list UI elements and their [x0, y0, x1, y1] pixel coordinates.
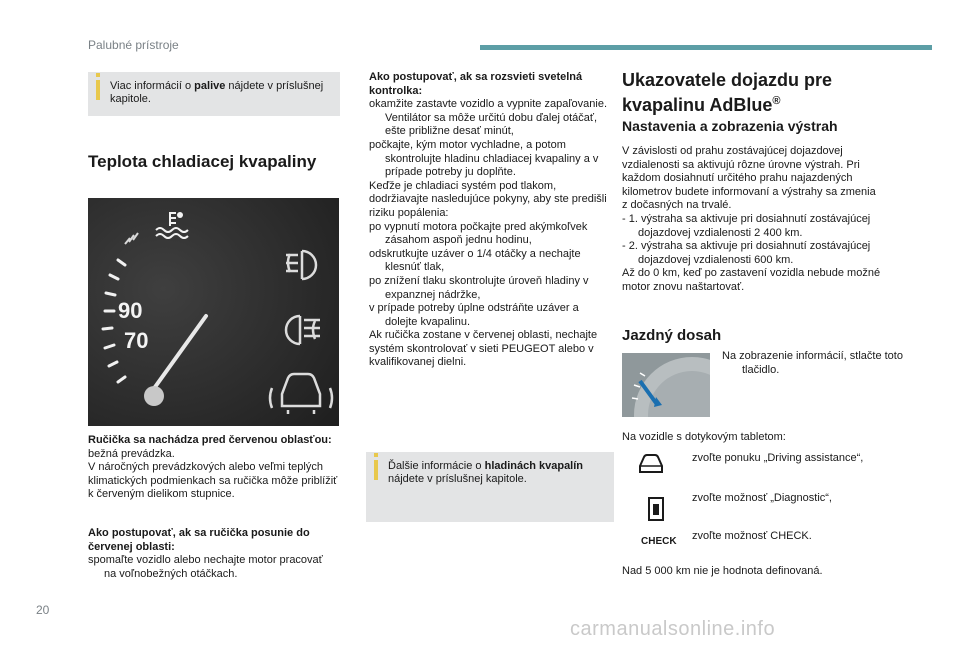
info-icon	[374, 453, 378, 457]
bullet-item: okamžite zastavte vozidlo a vypnite zapaľovanie. Ventilátor sa môže určitú dobu ďalej otáčať, ešte približne desať minút,	[369, 98, 608, 138]
adblue-warnings-text: V závislosti od prahu zostávajúcej dojazdovej vzdialenosti sa aktivujú rôzne úrovne výstrah. Pri každom dosiahnutí určitého prahu najazdených kilometrov budete informovaní a výstrahy sa zmenia z dočasných na trvalé. - 1. výstraha sa aktivuje pri dosiahnutí zostávajúcej dojazdovej vzdialenosti 2 400 km. - 2. výstraha sa aktivuje pri dosiahnutí zostávajúcej dojazdovej vzdialenosti 600 km. Až do 0 km, keď po zastavení vozidla nebude možné motor znovu naštartovať.	[622, 145, 884, 295]
coolant-title: Teplota chladiacej kvapaliny	[88, 152, 317, 171]
gauge-label-90: 90	[118, 298, 143, 323]
info-icon-bar	[96, 80, 100, 100]
bullet-item: odskrutkujte uzáver o 1/4 otáčky a nechajte klesnúť tlak,	[369, 247, 581, 274]
range-button-image	[622, 353, 710, 417]
tablet-intro: Na vozidle s dotykovým tabletom:	[622, 431, 786, 443]
gauge-svg	[88, 198, 339, 426]
info-text: Ďalšie informácie o hladinách kvapalín nájdete v príslušnej kapitole.	[388, 460, 584, 485]
driving-assistance-icon	[636, 452, 666, 481]
info-box-fuel	[88, 72, 340, 116]
info-box-fluids	[366, 452, 614, 522]
bullet-item: počkajte, kým motor vychladne, a potom skontrolujte hladinu chladiacej kvapaliny a v prípade potreby ju doplňte.	[369, 138, 599, 179]
coolant-gauge-image	[88, 198, 339, 426]
dash-item: - 1. výstraha sa aktivuje pri dosiahnutí zostávajúcej dojazdovej vzdialenosti 2 400 km.	[622, 212, 871, 239]
step-check: zvoľte možnosť CHECK.	[692, 530, 812, 542]
warning-light-section: Ako postupovať, ak sa rozsvieti svetelná kontrolka: okamžite zastavte vozidlo a vypnite zapaľovanie. Ventilátor sa môže určitú dobu ďalej otáčať, ešte približne desať minút, počkajte, kým motor vychladne, a potom skontrolujte hladinu chladiacej kvapaliny a v prípade potreby ju doplňte. Keďže je chladiaci systém pod tlakom, dodržiavajte nasledujúce pokyny, aby ste predišli riziku popálenia: po vypnutí motora počkajte pred akýmkoľvek zásahom aspoň jednu hodinu, odskrutkujte uzáver o 1/4 otáčky a nechajte klesnúť tlak, po znížení tlaku skontrolujte úroveň hladiny v expanznej nádržke, v prípade potreby úplne odstráňte uzáver a dolejte kvapalinu. Ak ručička zostane v červenej oblasti, nechajte systém skontrolovať v sieti PEUGEOT alebo v kvalifikovanej dielni.	[369, 71, 608, 369]
pressure-note: Keďže je chladiaci systém pod tlakom, dodržiavajte nasledujúce pokyny, aby ste predišli riziku popálenia:	[369, 179, 607, 219]
needle-normal-text: Ručička sa nachádza pred červenou oblasťou: bežná prevádzka. V náročných prevádzkových alebo veľmi teplých klimatických podmienkach sa ručička môže priblížiť k červeným dielikom stupnice.	[88, 434, 338, 501]
page-number: 20	[36, 603, 50, 617]
bullet-item: po znížení tlaku skontrolujte úroveň hladiny v expanznej nádržke,	[369, 274, 589, 301]
step-driving-assistance: zvoľte ponuku „Driving assistance“,	[692, 452, 864, 464]
step-diagnostic: zvoľte možnosť „Diagnostic“,	[692, 492, 832, 504]
red-zone-note: Ak ručička zostane v červenej oblasti, nechajte systém skontrolovať v sieti PEUGEOT alebo v kvalifikovanej dielni.	[369, 329, 598, 369]
range-button-text: Na zobrazenie informácií, stlačte toto tlačidlo.	[722, 350, 903, 376]
check-label: CHECK	[641, 536, 677, 547]
bullet-item: spomaľte vozidlo alebo nechajte motor pracovať na voľnobežných otáčkach.	[88, 554, 323, 580]
undefined-value-note: Nad 5 000 km nie je hodnota definovaná.	[622, 565, 823, 577]
adblue-title: Ukazovatele dojazdu pre kvapalinu AdBlue®	[622, 70, 833, 115]
gauge-hub	[144, 386, 164, 406]
gauge-label-70: 70	[124, 328, 149, 353]
info-icon-bar	[374, 460, 378, 480]
bullet-item: v prípade potreby úplne odstráňte uzáver a dolejte kvapalinu.	[369, 302, 579, 328]
section-header: Palubné prístroje	[88, 38, 179, 52]
watermark: carmanualsonline.info	[570, 618, 776, 640]
info-icon	[96, 73, 100, 77]
header-bar	[480, 45, 932, 50]
bullet-item: po vypnutí motora počkajte pred akýmkoľvek zásahom aspoň jednu hodinu,	[369, 220, 588, 247]
dash-item: - 2. výstraha sa aktivuje pri dosiahnutí zostávajúcej dojazdovej vzdialenosti 600 km.	[622, 240, 871, 266]
needle-red-section: Ako postupovať, ak sa ručička posunie do červenej oblasti: spomaľte vozidlo alebo nechajte motor pracovať na voľnobežných otáčkach.	[88, 527, 338, 581]
diagnostic-icon	[646, 496, 668, 527]
settings-subtitle: Nastavenia a zobrazenia výstrah	[622, 118, 838, 134]
range-subtitle: Jazdný dosah	[622, 327, 722, 344]
info-text: Viac informácií o palive nájdete v príslušnej kapitole.	[110, 80, 324, 105]
